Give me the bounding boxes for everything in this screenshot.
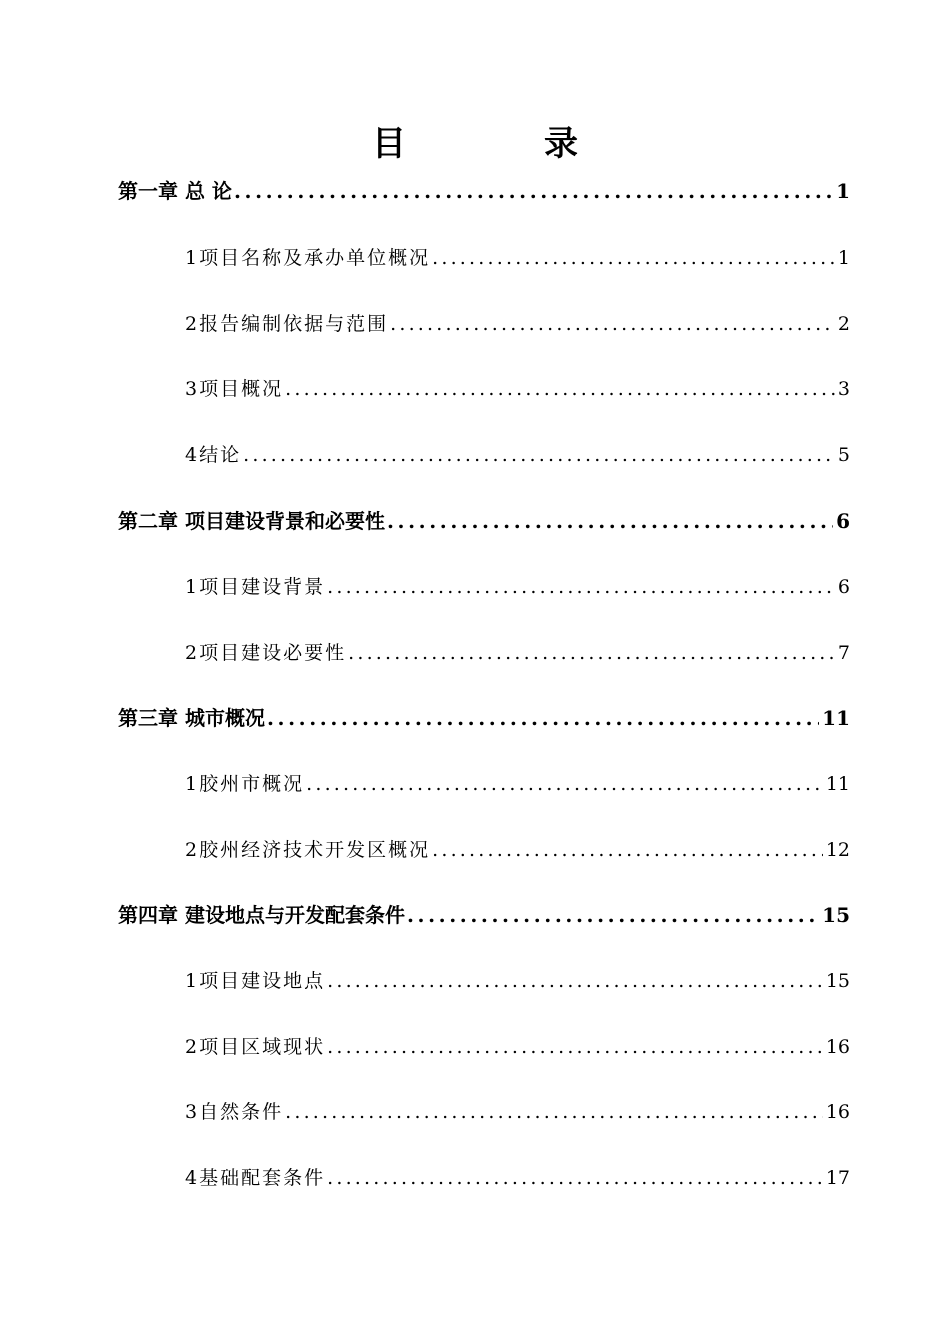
toc-entry-label: 3项目概况 [185, 378, 284, 400]
toc-page-number: 3 [837, 378, 850, 400]
toc-page-number: 2 [837, 313, 850, 335]
dot-leader [407, 900, 819, 930]
toc-chapter-4[interactable] [118, 900, 850, 930]
toc-section[interactable] [185, 966, 850, 996]
toc-entry-label: 第三章 城市概况 [118, 706, 265, 730]
toc-page-number: 1 [836, 179, 850, 203]
toc-page-number: 15 [822, 903, 850, 927]
toc-section[interactable] [185, 1032, 850, 1062]
toc-page-number: 17 [825, 1167, 850, 1189]
toc-section[interactable] [185, 638, 850, 668]
toc-page-number: 1 [837, 247, 850, 269]
dot-leader [327, 572, 835, 602]
dot-leader [327, 1032, 823, 1062]
toc-section[interactable] [185, 440, 850, 470]
toc-page-number: 11 [825, 773, 850, 795]
toc-entry-label: 第一章 总 论 [118, 179, 232, 203]
toc-page-number: 12 [825, 839, 850, 861]
toc-page-number: 6 [837, 576, 850, 598]
toc-section[interactable] [185, 309, 850, 339]
dot-leader [432, 835, 823, 865]
dot-leader [234, 176, 833, 206]
toc-entry-label: 2项目区域现状 [185, 1036, 326, 1058]
toc-entry-label: 1项目建设地点 [185, 970, 326, 992]
dot-leader [267, 703, 819, 733]
toc-page-number: 16 [825, 1036, 850, 1058]
toc-entry-label: 第四章 建设地点与开发配套条件 [118, 903, 405, 927]
toc-entry-label: 1胶州市概况 [185, 773, 305, 795]
toc-entry-label: 1项目建设背景 [185, 576, 326, 598]
toc-entry-label: 4基础配套条件 [185, 1167, 326, 1189]
dot-leader [432, 243, 835, 273]
toc-page-number: 6 [836, 509, 850, 533]
toc-section[interactable] [185, 243, 850, 273]
toc-entry-label: 1项目名称及承办单位概况 [185, 247, 431, 269]
toc-chapter-3[interactable] [118, 703, 850, 733]
dot-leader [327, 1163, 823, 1193]
toc-entry-label: 2胶州经济技术开发区概况 [185, 839, 431, 861]
toc-entry-label: 2项目建设必要性 [185, 642, 347, 664]
toc-entry-label: 第二章 项目建设背景和必要性 [118, 509, 385, 533]
toc-chapter-1[interactable] [118, 176, 850, 206]
toc-section[interactable] [185, 1163, 850, 1193]
dot-leader [387, 506, 833, 536]
dot-leader [390, 309, 835, 339]
dot-leader [327, 966, 823, 996]
toc-section[interactable] [185, 769, 850, 799]
toc-page-number: 11 [822, 706, 850, 730]
toc-section[interactable] [185, 1097, 850, 1127]
dot-leader [348, 638, 835, 668]
dot-leader [306, 769, 823, 799]
toc-section[interactable] [185, 835, 850, 865]
toc-section[interactable] [185, 374, 850, 404]
toc-page-number: 15 [825, 970, 850, 992]
toc-page-number: 7 [837, 642, 850, 664]
dot-leader [243, 440, 835, 470]
toc-chapter-2[interactable] [118, 506, 850, 536]
toc-page-number: 5 [837, 444, 850, 466]
toc-section[interactable] [185, 572, 850, 602]
toc-entry-label: 4结论 [185, 444, 242, 466]
dot-leader [285, 1097, 823, 1127]
page-title: 目 录 [372, 124, 630, 164]
toc-page-number: 16 [825, 1101, 850, 1123]
toc-entry-label: 3自然条件 [185, 1101, 284, 1123]
toc-entry-label: 2报告编制依据与范围 [185, 313, 389, 335]
dot-leader [285, 374, 835, 404]
